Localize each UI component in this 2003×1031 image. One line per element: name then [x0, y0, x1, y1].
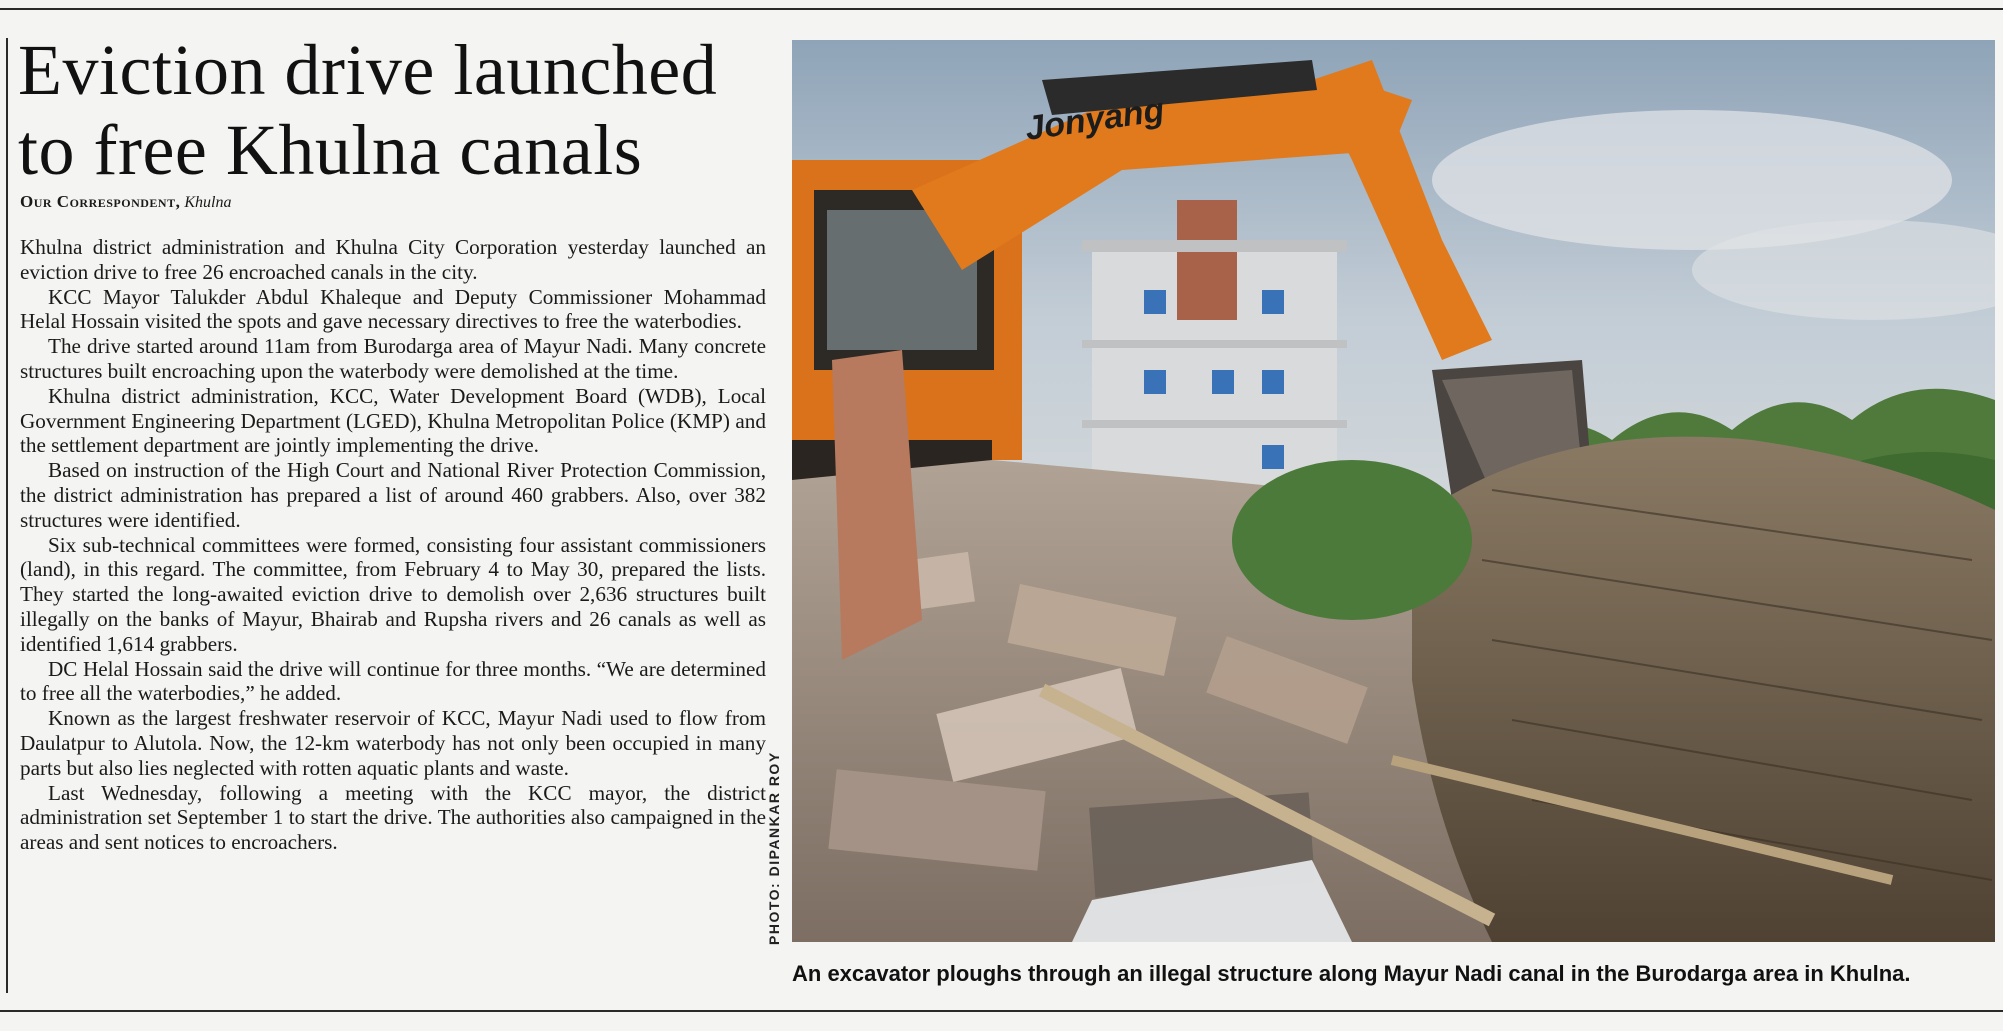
- foliage: [1232, 460, 1472, 620]
- photo-credit-text: PHOTO: DIPANKAR ROY: [766, 751, 782, 945]
- column-rule: [6, 38, 8, 993]
- byline: [20, 192, 231, 212]
- photo-credit: [766, 751, 792, 965]
- byline-place: Khulna: [184, 194, 232, 211]
- bottom-rule: [0, 1010, 2003, 1012]
- article-body: [20, 235, 766, 855]
- paragraph-3: The drive started around 11am from Burodarga area of Mayur Nadi. Many concrete structures built encroaching upon the waterbody were demolished at the time.: [20, 334, 766, 383]
- headline-line-1: Eviction drive launched: [18, 30, 718, 110]
- paragraph-2: KCC Mayor Talukder Abdul Khaleque and Deputy Commissioner Mohammad Helal Hossain visited the spots and gave necessary directives to free the waterbodies.: [20, 284, 766, 334]
- headline: [18, 30, 778, 190]
- paragraph-1: Khulna district administration and Khulna City Corporation yesterday launched an eviction drive to free 26 encroached canals in the city.: [20, 235, 766, 284]
- news-photo: [792, 40, 1995, 942]
- photo-caption: An excavator ploughs through an illegal structure along Mayur Nadi canal in the Burodarga area in Khulna.: [792, 961, 1911, 986]
- demolition-scene-image: [792, 40, 1995, 942]
- excavator-brand-text: Jonyang: [1022, 90, 1167, 148]
- headline-line-2: to free Khulna canals: [18, 110, 643, 190]
- paragraph-8: Known as the largest freshwater reservoir of KCC, Mayur Nadi used to flow from Daulatpur to Alutola. Now, the 12-km waterbody has not only been occupied in many parts but also lies neglected with rotten aquatic plants and waste.: [20, 706, 766, 780]
- byline-author: Our Correspondent,: [20, 192, 181, 211]
- paragraph-6: Six sub-technical committees were formed, consisting four assistant commissioners (land), in this regard. The committee, from February 4 to May 30, prepared the lists. They started the long-awaited eviction drive to demolish over 2,636 structures built illegally on the banks of Mayur, Bhairab and Rupsha rivers and 26 canals as well as identified 1,614 grabbers.: [20, 532, 766, 656]
- top-rule: [0, 8, 2003, 10]
- paragraph-7: DC Helal Hossain said the drive will continue for three months. “We are determined to free all the waterbodies,” he added.: [20, 656, 766, 706]
- paragraph-5: Based on instruction of the High Court and National River Protection Commission, the district administration has prepared a list of around 460 grabbers. Also, over 382 structures were identified.: [20, 458, 766, 532]
- paragraph-4: Khulna district administration, KCC, Water Development Board (WDB), Local Government Engineering Department (LGED), Khulna Metropolitan Police (KMP) and the settlement department are jointly implementing the drive.: [20, 383, 766, 458]
- paragraph-9: Last Wednesday, following a meeting with the KCC mayor, the district administration set September 1 to start the drive. The authorities also campaigned in the areas and sent notices to encroachers.: [20, 780, 766, 855]
